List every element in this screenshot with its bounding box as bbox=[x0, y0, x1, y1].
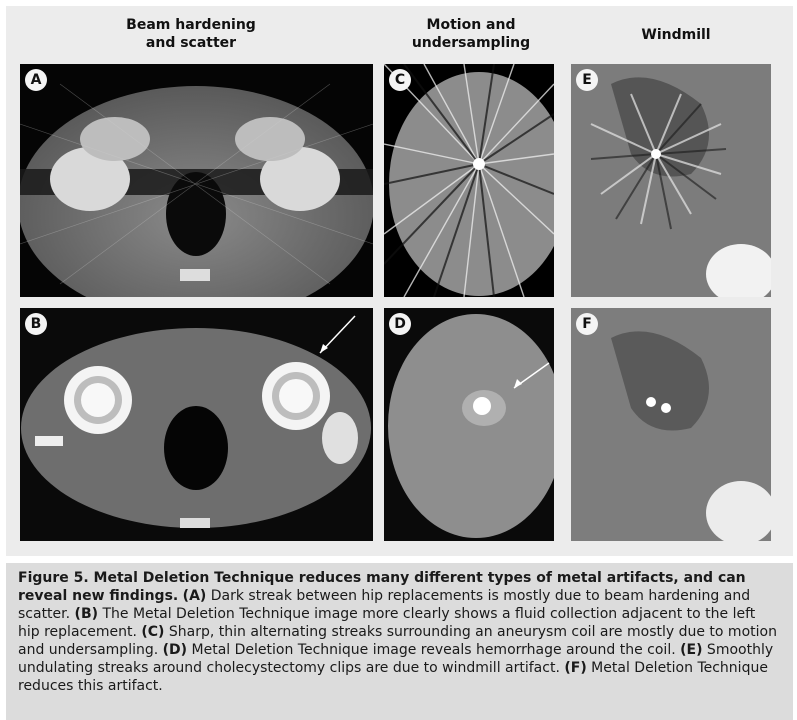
column-title-beam-hardening: Beam hardening and scatter bbox=[126, 17, 256, 51]
panel-label-e: E bbox=[576, 69, 598, 91]
ct-image-panel-b bbox=[20, 308, 373, 541]
ct-image-panel-a bbox=[20, 64, 373, 297]
caption-text-f: Metal Deletion Technique reduces this artifact. bbox=[18, 660, 768, 694]
abdomen-ct-e-graphic bbox=[571, 64, 771, 297]
panel-label-d: D bbox=[389, 313, 411, 335]
panel-label-f: F bbox=[576, 313, 598, 335]
panel-label-a: A bbox=[25, 69, 47, 91]
ct-image-panel-e bbox=[571, 64, 771, 297]
caption-heading: Figure 5. Metal Deletion Technique reduces many different types of metal artifacts, and can reveal new findings. bbox=[18, 570, 746, 604]
caption-label-c: (C) bbox=[141, 624, 165, 640]
caption-label-b: (B) bbox=[74, 606, 99, 622]
caption-text-c: Sharp, thin alternating streaks surrounding an aneurysm coil are mostly due to motion and undersampling. bbox=[18, 624, 777, 658]
ct-image-panel-f bbox=[571, 308, 771, 541]
column-title-motion: Motion and undersampling bbox=[411, 17, 531, 51]
panel-label-b: B bbox=[25, 313, 47, 335]
figure-panel-grid bbox=[6, 6, 793, 556]
head-ct-d-graphic bbox=[384, 308, 554, 541]
pelvis-ct-a-graphic bbox=[20, 64, 373, 297]
caption-label-a: (A) bbox=[182, 588, 207, 604]
caption-text-e: Smoothly undulating streaks around cholecystectomy clips are due to windmill artifact. bbox=[18, 642, 774, 676]
column-title-windmill: Windmill bbox=[641, 27, 711, 43]
figure-caption bbox=[6, 563, 793, 720]
caption-text-a: Dark streak between hip replacements is mostly due to beam hardening and scatter. bbox=[18, 588, 751, 622]
caption-label-f: (F) bbox=[564, 660, 587, 676]
ct-image-panel-d bbox=[384, 308, 554, 541]
caption-label-d: (D) bbox=[162, 642, 188, 658]
panel-label-c: C bbox=[389, 69, 411, 91]
caption-label-e: (E) bbox=[680, 642, 703, 658]
abdomen-ct-f-graphic bbox=[571, 308, 771, 541]
caption-text-d: Metal Deletion Technique image reveals hemorrhage around the coil. bbox=[187, 642, 681, 658]
pelvis-ct-b-graphic bbox=[20, 308, 373, 541]
head-ct-c-graphic bbox=[384, 64, 554, 297]
ct-image-panel-c bbox=[384, 64, 554, 297]
caption-text-b: The Metal Deletion Technique image more clearly shows a fluid collection adjacent to the left hip replacement. bbox=[18, 606, 756, 640]
